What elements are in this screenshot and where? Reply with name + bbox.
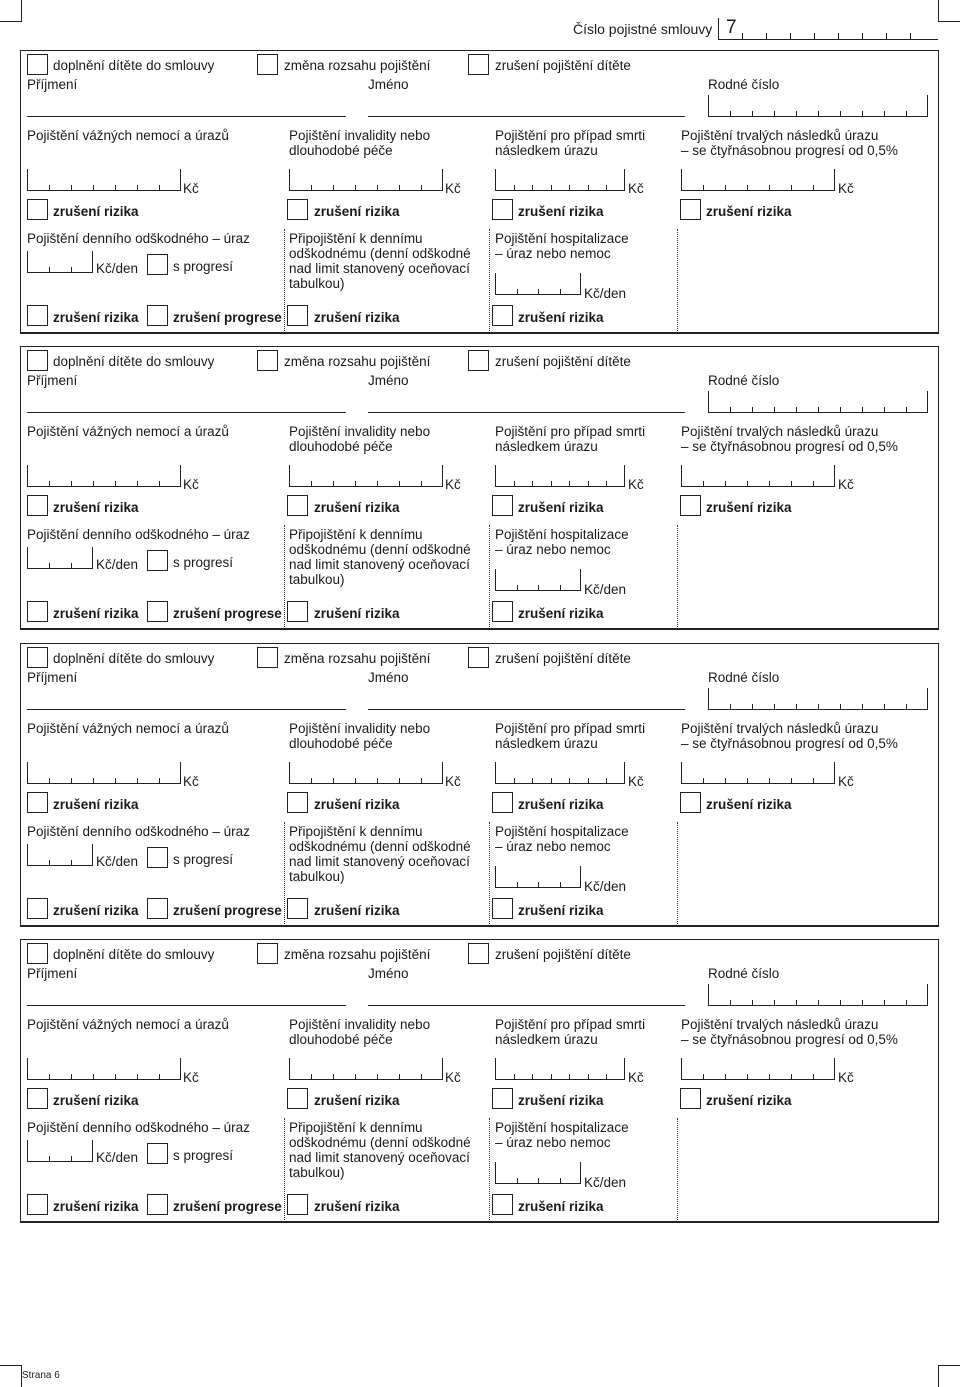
cancel-risk-label: zrušení rizika <box>53 204 139 219</box>
cancel-risk-checkbox[interactable] <box>492 495 513 516</box>
death-label-1: Pojištění pro případ smrti <box>495 721 646 736</box>
hospitalization-label-2: – úraz nebo nemoc <box>495 246 611 261</box>
cancel-risk-label: zrušení rizika <box>53 903 139 918</box>
supplementary-label-2: odškodnému (denní odškodné <box>289 542 471 557</box>
cancel-risk-checkbox[interactable] <box>287 495 308 516</box>
add-child-checkbox[interactable] <box>27 943 48 964</box>
currency-label: Kč <box>183 477 199 492</box>
invalidity-amount[interactable] <box>289 169 443 191</box>
death-amount[interactable] <box>495 465 625 487</box>
surname-label: Příjmení <box>27 373 78 388</box>
cancel-child-label: zrušení pojištění dítěte <box>495 354 631 369</box>
permanent-label-2: – se čtyřnásobnou progresí od 0,5% <box>681 143 898 158</box>
cancel-risk-label: zrušení rizika <box>706 1093 792 1108</box>
per-day-label: Kč/den <box>96 557 139 572</box>
contract-number-digit: 7 <box>726 17 737 38</box>
daily-comp-label: Pojištění denního odškodného – úraz <box>27 527 250 542</box>
cancel-risk-label: zrušení rizika <box>706 797 792 812</box>
cancel-risk-label: zrušení rizika <box>314 1093 400 1108</box>
per-day-label: Kč/den <box>584 879 627 894</box>
add-child-label: doplnění dítěte do smlouvy <box>53 947 215 962</box>
daily-comp-label: Pojištění denního odškodného – úraz <box>27 1120 250 1135</box>
add-child-checkbox[interactable] <box>27 647 48 668</box>
add-child-checkbox[interactable] <box>27 350 48 371</box>
cancel-progression-checkbox[interactable] <box>147 898 168 919</box>
progression-checkbox[interactable] <box>147 254 168 275</box>
surname-field[interactable] <box>27 1005 346 1006</box>
birth-number-label: Rodné číslo <box>708 77 780 92</box>
cancel-risk-label: zrušení rizika <box>518 903 604 918</box>
add-child-label: doplnění dítěte do smlouvy <box>53 651 215 666</box>
cancel-risk-checkbox[interactable] <box>287 792 308 813</box>
progression-checkbox[interactable] <box>147 847 168 868</box>
change-scope-checkbox[interactable] <box>257 647 278 668</box>
surname-field[interactable] <box>27 116 346 117</box>
cancel-progression-label: zrušení progrese <box>173 310 282 325</box>
death-amount[interactable] <box>495 169 625 191</box>
cancel-risk-checkbox[interactable] <box>287 601 308 622</box>
progression-label: s progresí <box>173 1148 234 1163</box>
surname-field[interactable] <box>27 709 346 710</box>
currency-label: Kč <box>445 477 461 492</box>
cancel-risk-label: zrušení rizika <box>518 500 604 515</box>
permanent-amount[interactable] <box>681 762 835 784</box>
death-label-1: Pojištění pro případ smrti <box>495 424 646 439</box>
supplementary-label-4: tabulkou) <box>289 572 345 587</box>
supplementary-label-4: tabulkou) <box>289 869 345 884</box>
permanent-label-2: – se čtyřnásobnou progresí od 0,5% <box>681 439 898 454</box>
death-label-1: Pojištění pro případ smrti <box>495 128 646 143</box>
child-insurance-block <box>20 346 939 630</box>
column-divider <box>284 229 285 331</box>
cancel-risk-label: zrušení rizika <box>706 500 792 515</box>
serious-illness-amount[interactable] <box>27 1058 181 1080</box>
surname-label: Příjmení <box>27 77 78 92</box>
cancel-risk-checkbox[interactable] <box>680 1088 701 1109</box>
add-child-checkbox[interactable] <box>27 54 48 75</box>
currency-label: Kč <box>838 1070 854 1085</box>
invalidity-label-2: dlouhodobé péče <box>289 736 393 751</box>
cancel-risk-label: zrušení rizika <box>314 500 400 515</box>
permanent-label-1: Pojištění trvalých následků úrazu <box>681 1017 879 1032</box>
change-scope-checkbox[interactable] <box>257 943 278 964</box>
cancel-risk-label: zrušení rizika <box>314 903 400 918</box>
cancel-risk-label: zrušení rizika <box>53 500 139 515</box>
death-label-2: následkem úrazu <box>495 1032 598 1047</box>
name-label: Jméno <box>368 373 409 388</box>
serious-illness-amount[interactable] <box>27 465 181 487</box>
cancel-child-checkbox[interactable] <box>468 54 489 75</box>
currency-label: Kč <box>183 774 199 789</box>
invalidity-label-2: dlouhodobé péče <box>289 1032 393 1047</box>
cancel-progression-label: zrušení progrese <box>173 903 282 918</box>
hospitalization-label-1: Pojištění hospitalizace <box>495 1120 629 1135</box>
currency-label: Kč <box>628 477 644 492</box>
death-label-1: Pojištění pro případ smrti <box>495 1017 646 1032</box>
cancel-risk-checkbox[interactable] <box>492 1194 513 1215</box>
cancel-child-checkbox[interactable] <box>468 647 489 668</box>
cancel-risk-checkbox[interactable] <box>492 601 513 622</box>
cancel-risk-checkbox[interactable] <box>27 495 48 516</box>
cancel-risk-label: zrušení rizika <box>706 204 792 219</box>
hospitalization-label-1: Pojištění hospitalizace <box>495 231 629 246</box>
progression-label: s progresí <box>173 555 234 570</box>
crop-mark-bottom-right <box>938 1365 960 1387</box>
cancel-risk-checkbox[interactable] <box>492 1088 513 1109</box>
add-child-label: doplnění dítěte do smlouvy <box>53 354 215 369</box>
cancel-risk-label: zrušení rizika <box>53 310 139 325</box>
permanent-label-1: Pojištění trvalých následků úrazu <box>681 721 879 736</box>
supplementary-label-3: nad limit stanovený oceňovací <box>289 261 470 276</box>
progression-label: s progresí <box>173 852 234 867</box>
birth-number-field[interactable] <box>708 688 928 710</box>
per-day-label: Kč/den <box>96 1150 139 1165</box>
cancel-child-label: zrušení pojištění dítěte <box>495 58 631 73</box>
cancel-risk-label: zrušení rizika <box>314 310 400 325</box>
supplementary-label-4: tabulkou) <box>289 1165 345 1180</box>
add-child-label: doplnění dítěte do smlouvy <box>53 58 215 73</box>
crop-mark-bottom-left <box>0 1365 22 1387</box>
permanent-label-1: Pojištění trvalých následků úrazu <box>681 424 879 439</box>
cancel-progression-checkbox[interactable] <box>147 305 168 326</box>
cancel-risk-checkbox[interactable] <box>27 305 48 326</box>
currency-label: Kč <box>628 774 644 789</box>
cancel-risk-checkbox[interactable] <box>27 601 48 622</box>
crop-mark-top-right <box>938 0 960 22</box>
supplementary-label-3: nad limit stanovený oceňovací <box>289 557 470 572</box>
hospitalization-label-1: Pojištění hospitalizace <box>495 527 629 542</box>
name-field[interactable] <box>368 709 685 710</box>
cancel-risk-label: zrušení rizika <box>518 1093 604 1108</box>
cancel-risk-checkbox[interactable] <box>27 792 48 813</box>
column-divider <box>677 525 678 627</box>
cancel-risk-label: zrušení rizika <box>518 310 604 325</box>
death-amount[interactable] <box>495 762 625 784</box>
change-scope-label: změna rozsahu pojištění <box>284 947 431 962</box>
column-divider <box>284 822 285 924</box>
death-label-2: následkem úrazu <box>495 736 598 751</box>
hospitalization-label-1: Pojištění hospitalizace <box>495 824 629 839</box>
invalidity-amount[interactable] <box>289 1058 443 1080</box>
cancel-progression-label: zrušení progrese <box>173 1199 282 1214</box>
hospitalization-amount[interactable] <box>495 866 581 888</box>
cancel-risk-label: zrušení rizika <box>314 606 400 621</box>
surname-label: Příjmení <box>27 670 78 685</box>
change-scope-checkbox[interactable] <box>257 350 278 371</box>
invalidity-label-1: Pojištění invalidity nebo <box>289 424 431 439</box>
supplementary-label-1: Připojištění k dennímu <box>289 231 423 246</box>
currency-label: Kč <box>838 477 854 492</box>
supplementary-label-2: odškodnému (denní odškodné <box>289 839 471 854</box>
invalidity-label-1: Pojištění invalidity nebo <box>289 721 431 736</box>
cancel-risk-label: zrušení rizika <box>518 797 604 812</box>
permanent-amount[interactable] <box>681 1058 835 1080</box>
birth-number-field[interactable] <box>708 391 928 413</box>
cancel-risk-checkbox[interactable] <box>27 1088 48 1109</box>
daily-comp-amount[interactable] <box>27 547 93 569</box>
cancel-child-label: zrušení pojištění dítěte <box>495 947 631 962</box>
hospitalization-amount[interactable] <box>495 273 581 295</box>
serious-illness-label: Pojištění vážných nemocí a úrazů <box>27 128 229 143</box>
cancel-risk-checkbox[interactable] <box>492 792 513 813</box>
hospitalization-label-2: – úraz nebo nemoc <box>495 839 611 854</box>
hospitalization-amount[interactable] <box>495 1162 581 1184</box>
currency-label: Kč <box>445 774 461 789</box>
column-divider <box>677 822 678 924</box>
cancel-risk-label: zrušení rizika <box>314 204 400 219</box>
page-number: Strana 6 <box>22 1370 60 1381</box>
surname-label: Příjmení <box>27 966 78 981</box>
invalidity-amount[interactable] <box>289 465 443 487</box>
cancel-risk-label: zrušení rizika <box>314 1199 400 1214</box>
cancel-risk-checkbox[interactable] <box>27 898 48 919</box>
column-divider <box>489 822 490 924</box>
currency-label: Kč <box>838 181 854 196</box>
column-divider <box>284 1118 285 1220</box>
name-label: Jméno <box>368 77 409 92</box>
permanent-label-2: – se čtyřnásobnou progresí od 0,5% <box>681 736 898 751</box>
death-label-2: následkem úrazu <box>495 439 598 454</box>
invalidity-label-1: Pojištění invalidity nebo <box>289 1017 431 1032</box>
birth-number-field[interactable] <box>708 984 928 1006</box>
supplementary-label-1: Připojištění k dennímu <box>289 824 423 839</box>
per-day-label: Kč/den <box>584 286 627 301</box>
name-field[interactable] <box>368 1005 685 1006</box>
daily-comp-amount[interactable] <box>27 844 93 866</box>
cancel-risk-label: zrušení rizika <box>518 1199 604 1214</box>
currency-label: Kč <box>445 1070 461 1085</box>
name-label: Jméno <box>368 670 409 685</box>
invalidity-label-2: dlouhodobé péče <box>289 143 393 158</box>
column-divider <box>677 229 678 331</box>
permanent-amount[interactable] <box>681 169 835 191</box>
child-insurance-block <box>20 939 939 1223</box>
supplementary-label-3: nad limit stanovený oceňovací <box>289 854 470 869</box>
hospitalization-label-2: – úraz nebo nemoc <box>495 1135 611 1150</box>
progression-checkbox[interactable] <box>147 1143 168 1164</box>
column-divider <box>284 525 285 627</box>
cancel-risk-checkbox[interactable] <box>287 199 308 220</box>
supplementary-label-4: tabulkou) <box>289 276 345 291</box>
invalidity-label-2: dlouhodobé péče <box>289 439 393 454</box>
per-day-label: Kč/den <box>96 854 139 869</box>
cancel-progression-checkbox[interactable] <box>147 601 168 622</box>
birth-number-label: Rodné číslo <box>708 670 780 685</box>
serious-illness-label: Pojištění vážných nemocí a úrazů <box>27 424 229 439</box>
serious-illness-amount[interactable] <box>27 762 181 784</box>
cancel-child-checkbox[interactable] <box>468 350 489 371</box>
cancel-risk-label: zrušení rizika <box>53 606 139 621</box>
daily-comp-amount[interactable] <box>27 1140 93 1162</box>
currency-label: Kč <box>628 181 644 196</box>
cancel-risk-checkbox[interactable] <box>680 199 701 220</box>
per-day-label: Kč/den <box>584 582 627 597</box>
name-field[interactable] <box>368 116 685 117</box>
change-scope-checkbox[interactable] <box>257 54 278 75</box>
cancel-risk-checkbox[interactable] <box>287 898 308 919</box>
cancel-risk-checkbox[interactable] <box>492 199 513 220</box>
name-label: Jméno <box>368 966 409 981</box>
cancel-risk-label: zrušení rizika <box>53 1093 139 1108</box>
cancel-risk-checkbox[interactable] <box>287 1088 308 1109</box>
cancel-risk-checkbox[interactable] <box>287 305 308 326</box>
supplementary-label-2: odškodnému (denní odškodné <box>289 246 471 261</box>
cancel-risk-checkbox[interactable] <box>680 792 701 813</box>
cancel-risk-label: zrušení rizika <box>53 1199 139 1214</box>
contract-number-field[interactable] <box>718 18 938 40</box>
currency-label: Kč <box>838 774 854 789</box>
cancel-progression-label: zrušení progrese <box>173 606 282 621</box>
cancel-risk-checkbox[interactable] <box>27 1194 48 1215</box>
serious-illness-label: Pojištění vážných nemocí a úrazů <box>27 1017 229 1032</box>
supplementary-label-1: Připojištění k dennímu <box>289 527 423 542</box>
birth-number-field[interactable] <box>708 95 928 117</box>
progression-checkbox[interactable] <box>147 550 168 571</box>
change-scope-label: změna rozsahu pojištění <box>284 354 431 369</box>
cancel-risk-checkbox[interactable] <box>680 495 701 516</box>
birth-number-label: Rodné číslo <box>708 966 780 981</box>
cancel-risk-checkbox[interactable] <box>492 898 513 919</box>
per-day-label: Kč/den <box>96 261 139 276</box>
cancel-progression-checkbox[interactable] <box>147 1194 168 1215</box>
cancel-risk-label: zrušení rizika <box>518 606 604 621</box>
cancel-risk-label: zrušení rizika <box>518 204 604 219</box>
cancel-child-checkbox[interactable] <box>468 943 489 964</box>
supplementary-label-2: odškodnému (denní odškodné <box>289 1135 471 1150</box>
cancel-child-label: zrušení pojištění dítěte <box>495 651 631 666</box>
cancel-risk-checkbox[interactable] <box>492 305 513 326</box>
cancel-risk-label: zrušení rizika <box>314 797 400 812</box>
death-amount[interactable] <box>495 1058 625 1080</box>
hospitalization-amount[interactable] <box>495 569 581 591</box>
supplementary-label-1: Připojištění k dennímu <box>289 1120 423 1135</box>
child-insurance-block <box>20 643 939 927</box>
surname-field[interactable] <box>27 412 346 413</box>
permanent-amount[interactable] <box>681 465 835 487</box>
cancel-risk-checkbox[interactable] <box>287 1194 308 1215</box>
column-divider <box>489 229 490 331</box>
permanent-label-1: Pojištění trvalých následků úrazu <box>681 128 879 143</box>
cancel-risk-label: zrušení rizika <box>53 797 139 812</box>
crop-mark-top-left <box>0 0 22 22</box>
daily-comp-label: Pojištění denního odškodného – úraz <box>27 824 250 839</box>
progression-label: s progresí <box>173 259 234 274</box>
currency-label: Kč <box>445 181 461 196</box>
invalidity-label-1: Pojištění invalidity nebo <box>289 128 431 143</box>
death-label-2: následkem úrazu <box>495 143 598 158</box>
contract-number-label: Číslo pojistné smlouvy <box>573 21 713 37</box>
daily-comp-label: Pojištění denního odškodného – úraz <box>27 231 250 246</box>
change-scope-label: změna rozsahu pojištění <box>284 651 431 666</box>
column-divider <box>489 525 490 627</box>
serious-illness-label: Pojištění vážných nemocí a úrazů <box>27 721 229 736</box>
birth-number-label: Rodné číslo <box>708 373 780 388</box>
supplementary-label-3: nad limit stanovený oceňovací <box>289 1150 470 1165</box>
currency-label: Kč <box>628 1070 644 1085</box>
cancel-risk-checkbox[interactable] <box>27 199 48 220</box>
child-insurance-block <box>20 50 939 334</box>
per-day-label: Kč/den <box>584 1175 627 1190</box>
serious-illness-amount[interactable] <box>27 169 181 191</box>
column-divider <box>677 1118 678 1220</box>
name-field[interactable] <box>368 412 685 413</box>
permanent-label-2: – se čtyřnásobnou progresí od 0,5% <box>681 1032 898 1047</box>
invalidity-amount[interactable] <box>289 762 443 784</box>
change-scope-label: změna rozsahu pojištění <box>284 58 431 73</box>
currency-label: Kč <box>183 181 199 196</box>
column-divider <box>489 1118 490 1220</box>
daily-comp-amount[interactable] <box>27 251 93 273</box>
hospitalization-label-2: – úraz nebo nemoc <box>495 542 611 557</box>
currency-label: Kč <box>183 1070 199 1085</box>
